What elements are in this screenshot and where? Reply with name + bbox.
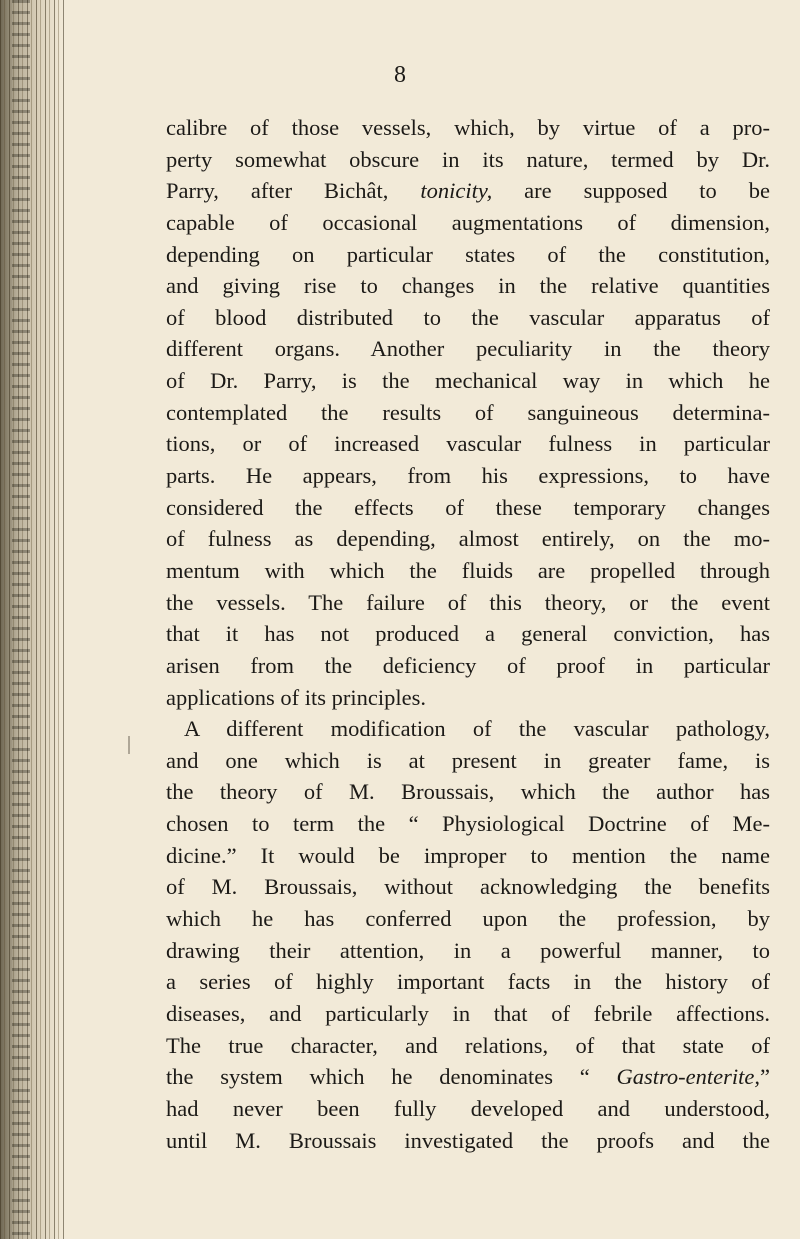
text-line: diseases, and particularly in that of febrile affections. <box>166 1000 770 1026</box>
text-line: parts. He appears, from his expressions, to have <box>166 463 770 489</box>
text-line: depending on particular states of the constitution, <box>166 241 770 267</box>
text-line: perty somewhat obscure in its nature, termed by Dr. <box>166 146 770 172</box>
italic-term: Gastro-enterite, <box>616 1064 760 1090</box>
text-line: chosen to term the “ Physiological Doctrine of Me- <box>166 811 770 837</box>
text-line: and one which is at present in greater fame, is <box>166 747 770 773</box>
text-line: of fulness as depending, almost entirely, on the mo- <box>166 526 770 552</box>
text-line: capable of occasional augmentations of dimension, <box>166 209 770 235</box>
page-blemish <box>128 736 130 754</box>
body-text <box>166 112 770 1156</box>
text-line: A different modification of the vascular pathology, <box>184 716 770 742</box>
text-line: applications of its principles. <box>166 684 426 710</box>
text-line: that it has not produced a general conviction, has <box>166 621 770 647</box>
gutter-shadow <box>12 0 30 1239</box>
text-line: of M. Broussais, without acknowledging the benefits <box>166 874 770 900</box>
text-line: arisen from the deficiency of proof in particular <box>166 652 770 678</box>
text-line: the theory of M. Broussais, which the author has <box>166 779 770 805</box>
text-line: drawing their attention, in a powerful manner, to <box>166 937 770 963</box>
text-line: of blood distributed to the vascular apparatus of <box>166 304 770 330</box>
text-line: the system which he denominates “ Gastro-enterite,” <box>166 1064 770 1090</box>
italic-term: tonicity, <box>420 178 493 204</box>
text-line: contemplated the results of sanguineous determina- <box>166 399 770 425</box>
text-line: and giving rise to changes in the relative quantities <box>166 273 770 299</box>
text-line: of Dr. Parry, is the mechanical way in which he <box>166 368 770 394</box>
text-line: until M. Broussais investigated the proofs and the <box>166 1127 770 1153</box>
text-line: which he has conferred upon the profession, by <box>166 906 770 932</box>
text-line: the vessels. The failure of this theory, or the event <box>166 589 770 615</box>
text-line: a series of highly important facts in the history of <box>166 969 770 995</box>
page-number: 8 <box>394 62 406 88</box>
text-line: tions, or of increased vascular fulness in particular <box>166 431 770 457</box>
text-line: The true character, and relations, of that state of <box>166 1032 770 1058</box>
text-line: mentum with which the fluids are propelled through <box>166 557 770 583</box>
book-gutter <box>0 0 64 1239</box>
text-line: different organs. Another peculiarity in the theory <box>166 336 770 362</box>
text-line: dicine.” It would be improper to mention the name <box>166 842 770 868</box>
text-line: considered the effects of these temporary changes <box>166 494 770 520</box>
text-line: calibre of those vessels, which, by virtue of a pro- <box>166 115 770 140</box>
text-line: had never been fully developed and understood, <box>166 1095 770 1121</box>
text-line: Parry, after Bichât, tonicity, are supposed to be <box>166 178 771 204</box>
